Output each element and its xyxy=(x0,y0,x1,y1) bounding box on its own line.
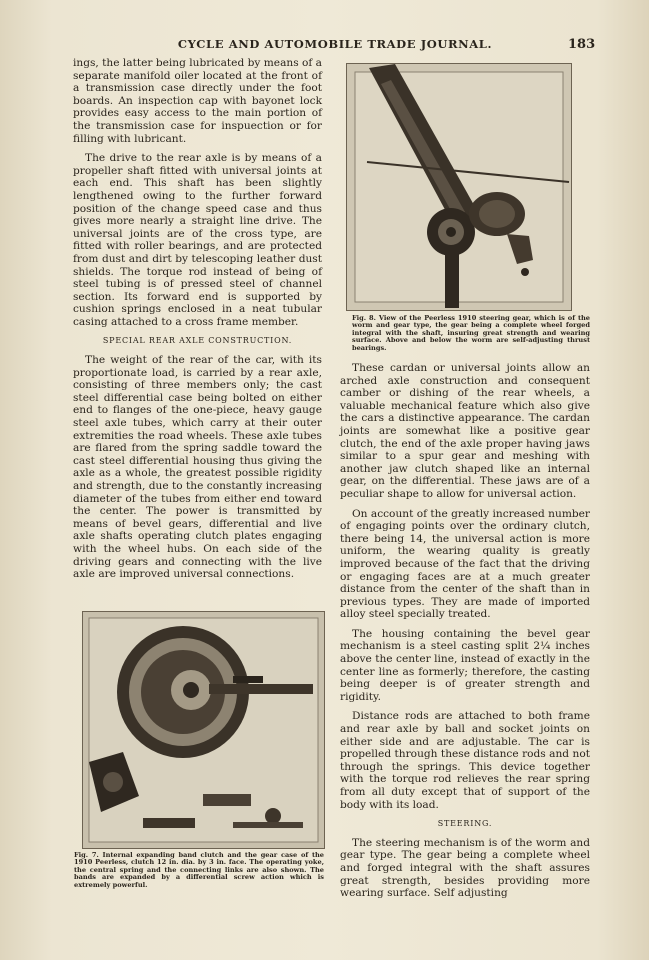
paragraph: On account of the greatly increased number of engaging points over the ordinary clutch, there being 14, the universal action is more uniform, the wearing quality is greatly improved because of the fact that the driving or engaging faces are at a much greater distance from the center of the shaft than in previous types. They are made of imported alloy steel specially treated. xyxy=(340,507,590,621)
paragraph: The housing containing the bevel gear mechanism is a steel casting split 2¼ inches above the center line, instead of exactly in the center line as formerly; therefore, the casting being deeper is of greater strength and rigidity. xyxy=(340,627,590,703)
paragraph: The steering mechanism is of the worm and gear type. The gear being a complete wheel and forged integral with the shaft assures great strength, besides providing more wearing surface. Self adjusting xyxy=(340,836,590,900)
running-title: CYCLE AND AUTOMOBILE TRADE JOURNAL. xyxy=(177,37,493,51)
left-column xyxy=(73,57,322,588)
section-heading: STEERING. xyxy=(437,819,493,829)
right-column xyxy=(340,362,590,907)
fig8-caption: Fig. 8. View of the Peerless 1910 steering gear, which is of the worm and gear type, the gear being a complete wheel forged integral with the shaft, insuring great strength and wearing surface. Above and below the worm are self-adjusting thrust bearings. xyxy=(352,314,590,352)
page-number: 183 xyxy=(568,37,596,52)
paragraph: Distance rods are attached to both frame and rear axle by ball and socket joints on either side and are adjustable. The car is propelled through these distance rods and not through the springs. This device together with the torque rod relieves the rear spring from all duty except that of support of the body with its load. xyxy=(340,710,590,811)
steering-gear-photo xyxy=(346,63,572,311)
section-heading: SPECIAL REAR AXLE CONSTRUCTION. xyxy=(102,336,293,346)
paragraph: The drive to the rear axle is by means of a propeller shaft fitted with universal joints at each end. This shaft has been slightly lengthened owing to the further forward position of the change speed case and thus gives more nearly a straight line drive. The universal joints are of the cross type, are fitted with roller bearings, and are protected from dust and dirt by telescoping leather dust shields. The torque rod instead of being of steel tubing is of pressed steel of channel section. Its forward end is supported by cushion springs enclosed in a neat tubular casing attached to a cross frame member. xyxy=(73,152,322,328)
clutch-photo xyxy=(82,611,325,849)
paragraph: The weight of the rear of the car, with its proportionate load, is carried by a rear axle, consisting of three members only; the cast steel differential case being bolted on either end to flanges of the one-piece, heavy gauge steel axle tubes, which carry at their outer extremities the road wheels. These axle tubes are flared from the spring saddle toward the cast steel differential housing thus giving the axle as a whole, the greatest possible rigidity and strength, due to the constantly increasing diameter of the tubes from either end toward the center. The power is transmitted by means of bevel gears, differential and live axle shafts operating clutch plates engaging with the wheel hubs. On each side of the driving gears and connecting with the live axle are improved universal connections. xyxy=(73,354,322,581)
paragraph: These cardan or universal joints allow an arched axle construction and consequent camber or dishing of the rear wheels, a valuable mechanical feature which also give the cars a distinctive appearance. The cardan joints are somewhat like a positive gear clutch, the end of the axle proper having jaws similar to a spur gear and meshing with another jaw clutch shaped like an internal gear, on the differential. These jaws are of a peculiar shape to allow for universal action. xyxy=(340,362,590,500)
paragraph: ings, the latter being lubricated by means of a separate manifold oiler located at the front of a transmission case directly under the foot boards. An inspection cap with bayonet lock provides easy access to the main portion of the transmission case for inspuection or for filling with lubricant. xyxy=(73,57,322,145)
fig7-caption: Fig. 7. Internal expanding band clutch and the gear case of the 1910 Peerless, clutch 12 in. dia. by 3 in. face. The operating yoke, the central spring and the connecting links are also shown. The bands are expanded by a differential screw action which is extremely powerful. xyxy=(74,851,324,889)
